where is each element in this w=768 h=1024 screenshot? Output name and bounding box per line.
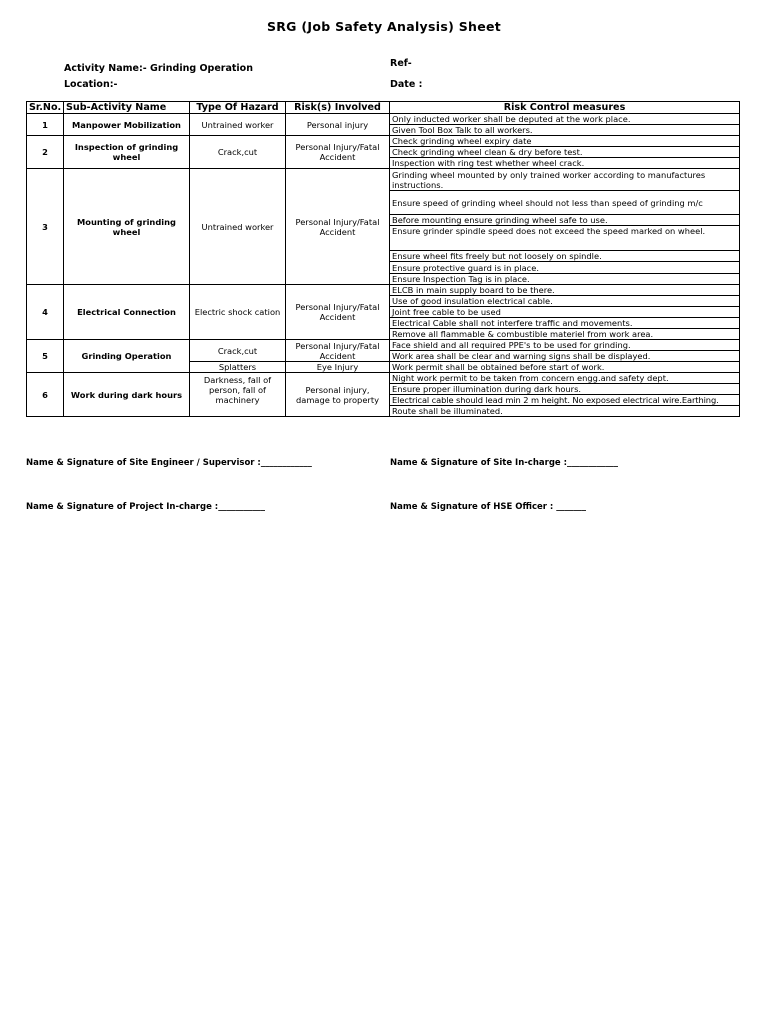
- control-measure: Route shall be illuminated.: [390, 406, 740, 417]
- control-measure: Ensure speed of grinding wheel should not less than speed of grinding m/c: [390, 191, 740, 215]
- control-measure: Work area shall be clear and warning signs shall be displayed.: [390, 351, 740, 362]
- control-measure: Ensure Inspection Tag is in place.: [390, 274, 740, 285]
- sub-activity-name: Grinding Operation: [64, 340, 190, 373]
- risk-involved: Personal Injury/Fatal Accident: [286, 136, 390, 169]
- location-label: Location:-: [64, 79, 118, 90]
- control-measure: Before mounting ensure grinding wheel safe to use.: [390, 215, 740, 226]
- control-measure: Grinding wheel mounted by only trained worker according to manufactures instructions.: [390, 169, 740, 191]
- risk-involved: Eye Injury: [286, 362, 390, 373]
- signature-site-incharge: Name & Signature of Site In-charge :____________: [390, 458, 619, 468]
- control-measure: Work permit shall be obtained before start of work.: [390, 362, 740, 373]
- signature-project-incharge: Name & Signature of Project In-charge :___________: [26, 502, 265, 512]
- col-header-control: Risk Control measures: [390, 102, 740, 114]
- col-header-hazard: Type Of Hazard: [190, 102, 286, 114]
- signature-hse-officer: Name & Signature of HSE Officer : _______: [390, 502, 587, 512]
- hazard-type: Untrained worker: [190, 114, 286, 136]
- sr-number: 1: [27, 114, 64, 136]
- hazard-type: Untrained worker: [190, 169, 286, 285]
- col-header-risk: Risk(s) Involved: [286, 102, 390, 114]
- col-header-srno: Sr.No.: [27, 102, 64, 114]
- table-row: [27, 373, 740, 384]
- control-measure: Ensure proper illumination during dark hours.: [390, 384, 740, 395]
- hazard-type: Crack,cut: [190, 340, 286, 362]
- risk-involved: Personal injury: [286, 114, 390, 136]
- date-label: Date :: [390, 79, 423, 90]
- sr-number: 6: [27, 373, 64, 417]
- hazard-type: Crack,cut: [190, 136, 286, 169]
- control-measure: Ensure wheel fits freely but not loosely on spindle.: [390, 251, 740, 262]
- control-measure: Night work permit to be taken from concern engg.and safety dept.: [390, 373, 740, 384]
- sr-number: 5: [27, 340, 64, 373]
- sub-activity-name: Mounting of grinding wheel: [64, 169, 190, 285]
- sub-activity-name: Electrical Connection: [64, 285, 190, 340]
- control-measure: Remove all flammable & combustible materiel from work area.: [390, 329, 740, 340]
- control-measure: Use of good insulation electrical cable.: [390, 296, 740, 307]
- sheet-title: SRG (Job Safety Analysis) Sheet: [266, 19, 502, 34]
- sr-number: 2: [27, 136, 64, 169]
- control-measure: Joint free cable to be used: [390, 307, 740, 318]
- control-measure: Electrical cable should lead min 2 m height. No exposed electrical wire.Earthing.: [390, 395, 740, 406]
- sub-activity-name: Inspection of grinding wheel: [64, 136, 190, 169]
- control-measure: Face shield and all required PPE's to be used for grinding.: [390, 340, 740, 351]
- control-measure: Ensure protective guard is in place.: [390, 262, 740, 274]
- control-measure: Check grinding wheel expiry date: [390, 136, 740, 147]
- jsa-table: [26, 101, 740, 417]
- hazard-type: Splatters: [190, 362, 286, 373]
- col-header-sub-activity: Sub-Activity Name: [64, 102, 190, 114]
- sr-number: 3: [27, 169, 64, 285]
- risk-involved: Personal injury, damage to property: [286, 373, 390, 417]
- table-row: [27, 340, 740, 351]
- control-measure: Inspection with ring test whether wheel crack.: [390, 158, 740, 169]
- hazard-type: Darkness, fall of person, fall of machinery: [190, 373, 286, 417]
- control-measure: Given Tool Box Talk to all workers.: [390, 125, 740, 136]
- signature-site-engineer: Name & Signature of Site Engineer / Supervisor :____________: [26, 458, 312, 468]
- risk-involved: Personal Injury/Fatal Accident: [286, 340, 390, 362]
- table-row: [27, 114, 740, 125]
- control-measure: Check grinding wheel clean & dry before test.: [390, 147, 740, 158]
- sr-number: 4: [27, 285, 64, 340]
- control-measure: ELCB in main supply board to be there.: [390, 285, 740, 296]
- control-measure: Ensure grinder spindle speed does not exceed the speed marked on wheel.: [390, 226, 740, 251]
- control-measure: Electrical Cable shall not interfere traffic and movements.: [390, 318, 740, 329]
- ref-label: Ref-: [390, 58, 412, 69]
- risk-involved: Personal Injury/Fatal Accident: [286, 169, 390, 285]
- sub-activity-name: Manpower Mobilization: [64, 114, 190, 136]
- risk-involved: Personal Injury/Fatal Accident: [286, 285, 390, 340]
- hazard-type: Electric shock cation: [190, 285, 286, 340]
- control-measure: Only inducted worker shall be deputed at the work place.: [390, 114, 740, 125]
- table-row: [27, 136, 740, 147]
- table-row: [27, 285, 740, 296]
- activity-name: Activity Name:- Grinding Operation: [64, 63, 253, 74]
- sub-activity-name: Work during dark hours: [64, 373, 190, 417]
- table-row: [27, 169, 740, 191]
